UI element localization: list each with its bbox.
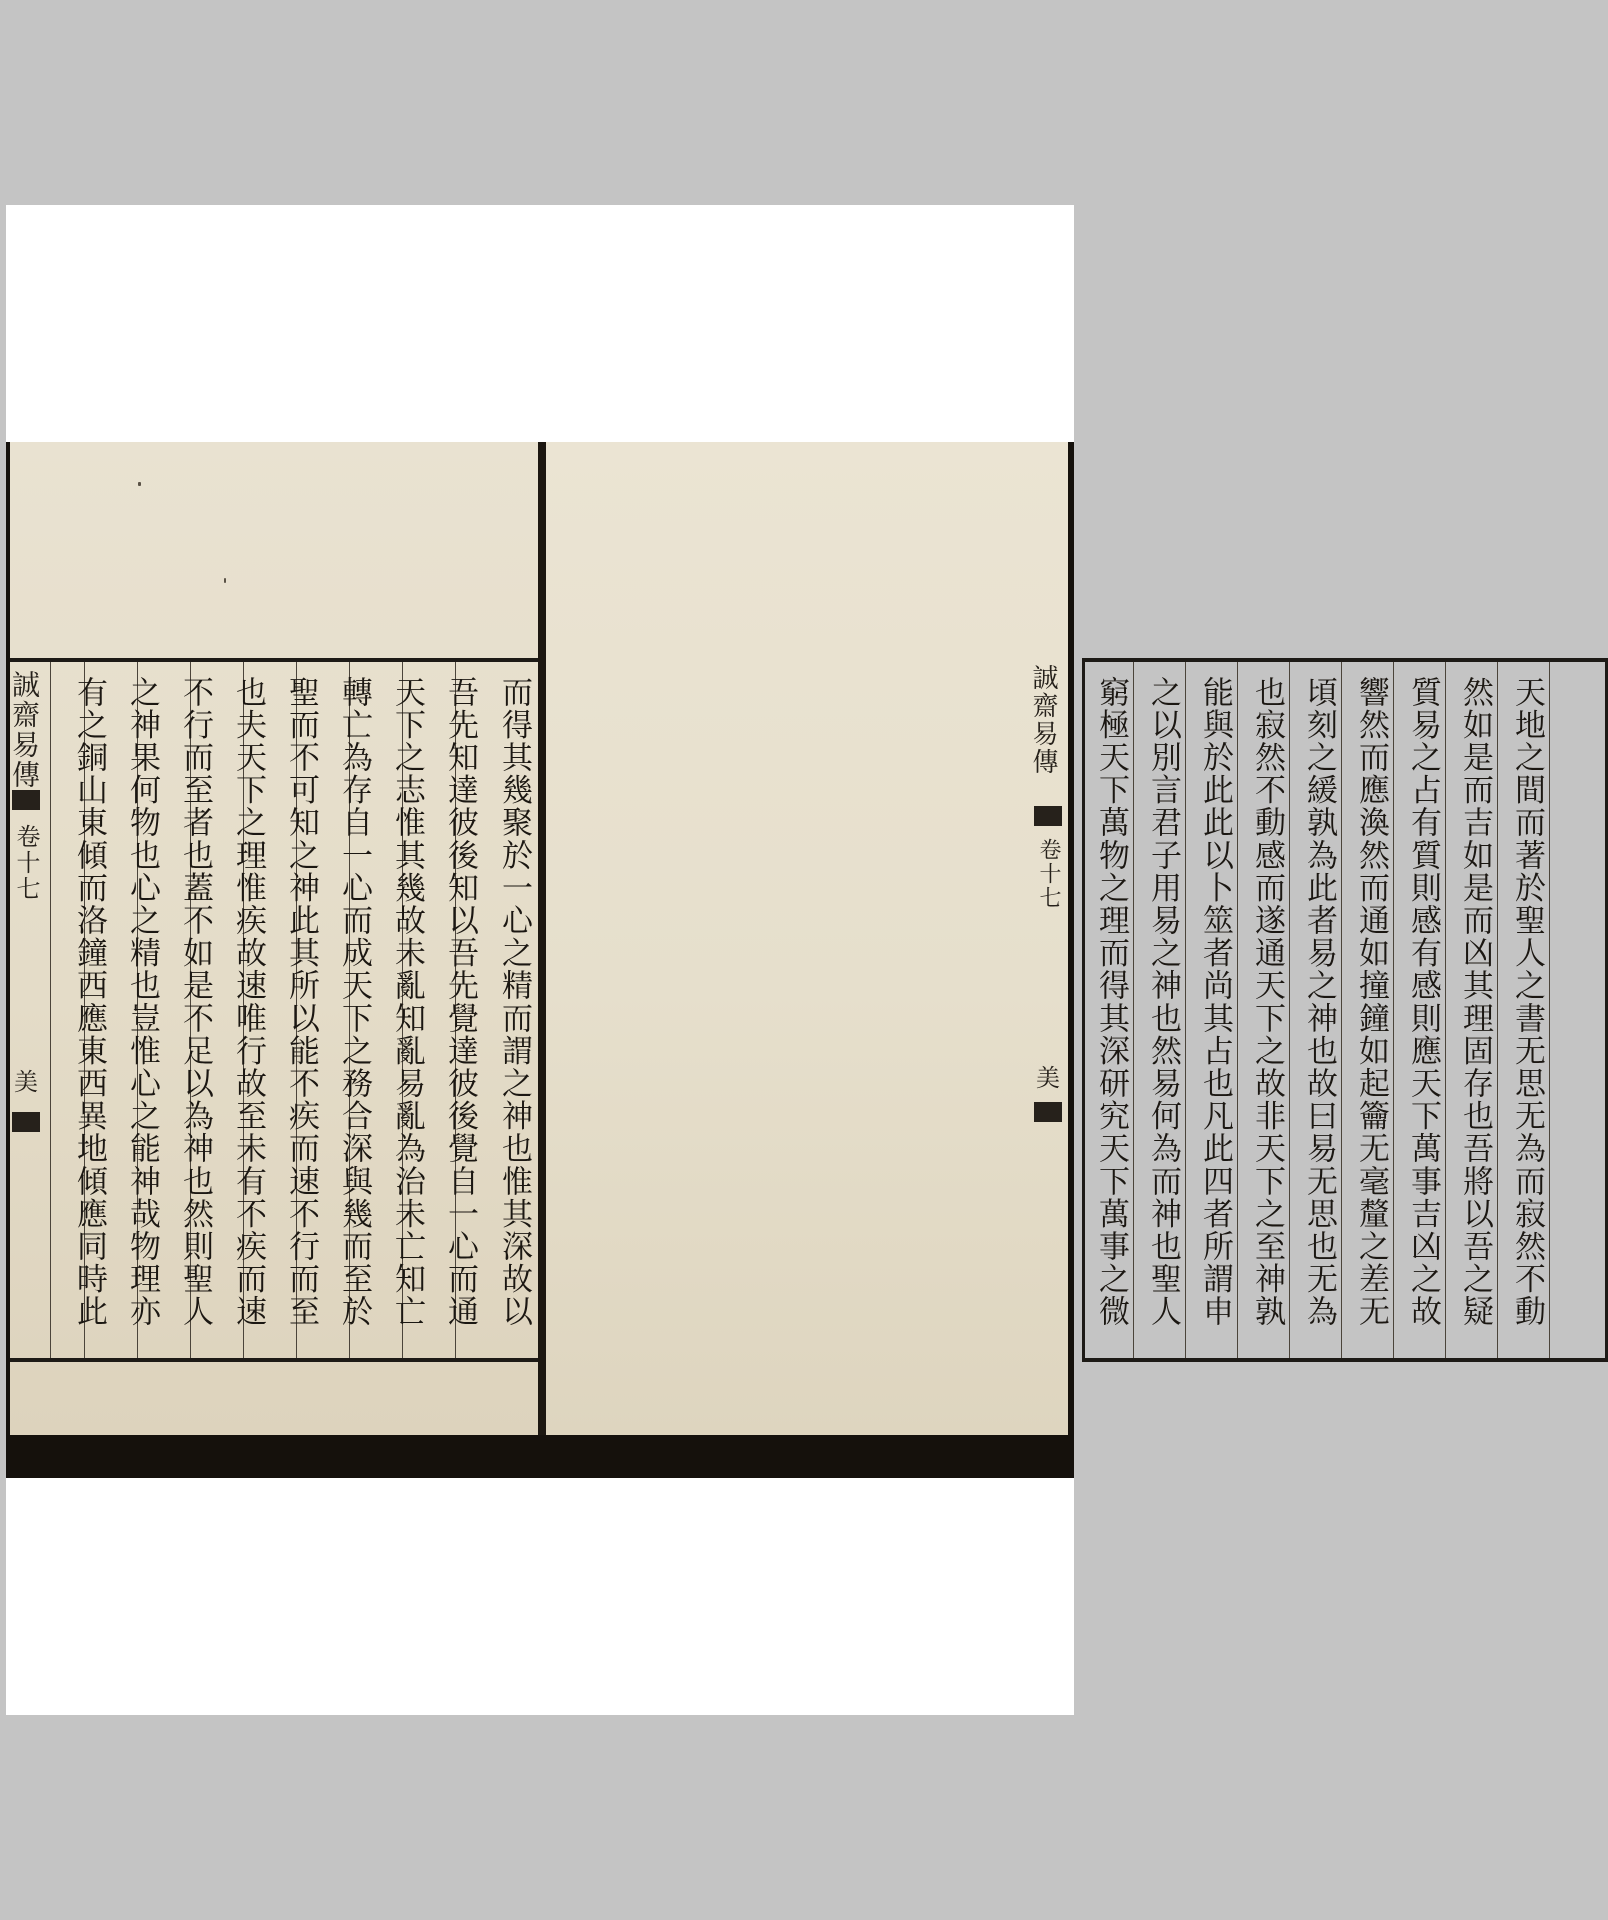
left-page	[10, 442, 538, 1435]
left-fishtail-mark-lower	[12, 1112, 40, 1132]
right-fishtail-mark	[1034, 806, 1062, 826]
right-column-6: 也寂然不動感而遂通天下之故非天下之至神孰	[1249, 676, 1285, 1328]
right-fishtail-mark-lower	[1034, 1102, 1062, 1122]
left-fishtail-mark	[12, 790, 40, 810]
book-gutter	[538, 442, 546, 1435]
left-column-8: 之神果何物也心之精也豈惟心之能神哉物理亦	[124, 676, 160, 1328]
right-page	[546, 442, 1545, 1435]
left-column-7: 不行而至者也蓋不如是不足以為神也然則聖人	[177, 676, 213, 1328]
right-column-4: 響然而應渙然而通如撞鐘如起籥无毫釐之差无	[1353, 676, 1389, 1328]
left-margin-title: 誠齋易傳	[8, 670, 41, 790]
left-column-5: 聖而不可知之神此其所以能不疾而速不行而至	[283, 676, 319, 1328]
right-column-8: 之以別言君子用易之神也然易何為而神也聖人	[1145, 676, 1181, 1328]
left-column-6: 也夫天下之理惟疾故速唯行故至未有不疾而速	[230, 676, 266, 1328]
left-margin-leaf: 美	[14, 1068, 38, 1096]
left-column-3: 天下之志惟其幾故未亂知亂易亂為治未亡知亡	[389, 676, 425, 1328]
right-column-7: 能與於此此以卜筮者尚其占也凡此四者所謂申	[1197, 676, 1233, 1328]
right-margin-volume: 卷十七	[1036, 838, 1061, 910]
book-scan-image	[6, 442, 1545, 1478]
right-margin-title: 誠齋易傳	[1028, 664, 1058, 776]
right-column-5: 頃刻之緩孰為此者易之神也故曰易无思也无為	[1301, 676, 1337, 1328]
left-column-2: 吾先知達彼後知以吾先覺達彼後覺自一心而通	[442, 676, 478, 1328]
left-column-9: 有之銅山東傾而洛鐘西應東西異地傾應同時此	[71, 676, 107, 1328]
right-margin-leaf: 美	[1036, 1064, 1060, 1092]
right-page-text-frame	[1082, 658, 1608, 1362]
right-column-2: 然如是而吉如是而凶其理固存也吾將以吾之疑	[1457, 676, 1493, 1328]
right-column-3: 質易之占有質則感有感則應天下萬事吉凶之故	[1405, 676, 1441, 1328]
left-margin-volume: 卷十七	[12, 824, 40, 902]
left-column-1: 而得其幾聚於一心之精而謂之神也惟其深故以	[496, 676, 532, 1328]
left-column-4: 轉亡為存自一心而成天下之務合深與幾而至於	[336, 676, 372, 1328]
left-page-text-frame	[10, 658, 542, 1362]
right-column-1: 天地之間而著於聖人之書无思无為而寂然不動	[1509, 676, 1545, 1328]
right-column-9: 窮極天下萬物之理而得其深研究天下萬事之微	[1093, 676, 1129, 1328]
